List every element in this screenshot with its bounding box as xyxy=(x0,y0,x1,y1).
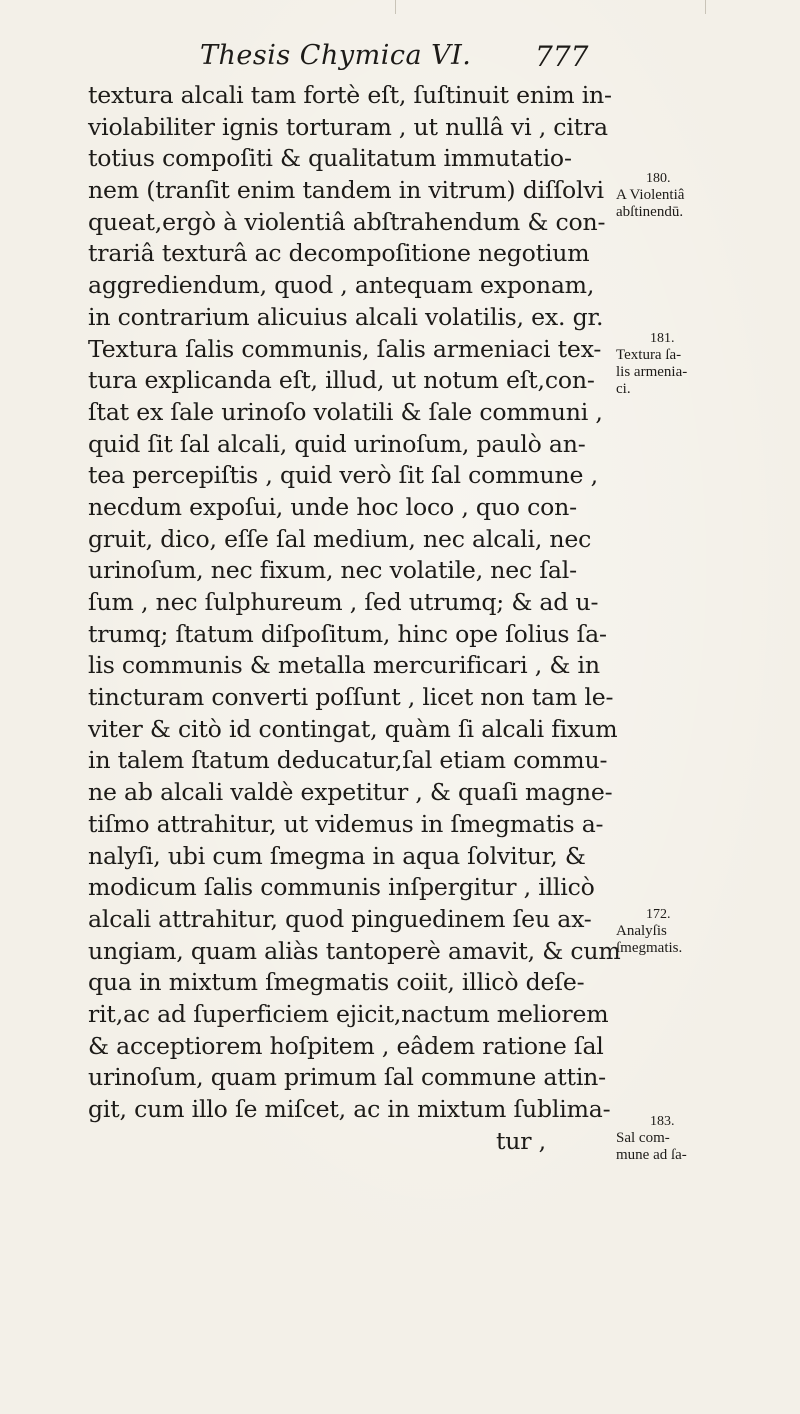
text-line: qua in mixtum ſmegmatis coiit, illicò deſe- xyxy=(88,968,585,997)
text-line: nem (tranſit enim tandem in vitrum) diſſolvi xyxy=(88,176,604,205)
marginal-text: ſmegmatis. xyxy=(616,940,683,956)
text-line: in talem ſtatum deducatur,ſal etiam commu- xyxy=(88,746,608,775)
text-line: textura alcali tam fortè eſt, ſuſtinuit enim in- xyxy=(88,81,612,109)
text-line: Textura ſalis communis, ſalis armeniaci tex- xyxy=(88,334,602,363)
text-line: tincturam converti poſſunt , licet non tam le- xyxy=(88,683,614,712)
marginal-note-180 xyxy=(616,170,684,221)
text-line: ſtat ex ſale urinoſo volatili & ſale communi , xyxy=(88,397,603,426)
text-line: queat,ergò à violentiâ abſtrahendum & con- xyxy=(88,207,606,236)
text-line: necdum expoſui, unde hoc loco , quo con- xyxy=(88,492,577,521)
text-line: alcali attrahitur, quod pinguedinem ſeu ax- xyxy=(88,904,592,933)
text-line: violabiliter ignis torturam , ut nullâ vi , citra xyxy=(88,112,608,141)
text-line: tea percepiſtis , quid verò ſit ſal commune , xyxy=(88,461,598,490)
marginal-note-181 xyxy=(616,330,687,398)
text-line: tura explicanda eſt, illud, ut notum eſt,con- xyxy=(88,366,595,395)
text-line: nalyſi, ubi cum ſmegma in aqua ſolvitur, & xyxy=(88,841,586,870)
body-text xyxy=(88,80,621,1157)
text-line: & acceptiorem hoſpitem , eâdem ratione ſal xyxy=(88,1031,604,1060)
text-line: gruit, dico, eſſe ſal medium, nec alcali, nec xyxy=(88,524,592,553)
text-line: aggrediendum, quod , antequam exponam, xyxy=(88,271,595,300)
text-line: modicum ſalis communis inſpergitur , illicò xyxy=(88,873,595,902)
marginal-note-172 xyxy=(616,906,682,957)
text-line: ne ab alcali valdè expetitur , & quaſi magne- xyxy=(88,778,613,807)
marginal-text: ci. xyxy=(616,381,631,397)
text-line: totius compoſiti & qualitatum immutatio- xyxy=(88,144,572,173)
marginal-text: Sal com- xyxy=(616,1130,670,1146)
text-line: rit,ac ad ſuperficiem ejicit,nactum meliorem xyxy=(88,999,609,1028)
marginal-text: Analyſis xyxy=(616,923,667,939)
marginal-number: 172. xyxy=(646,907,671,922)
running-head: Thesis Chymica VI. xyxy=(200,40,472,71)
text-line: urinoſum, quam primum ſal commune attin- xyxy=(88,1063,606,1092)
marginal-text: abſtinendū. xyxy=(616,204,684,220)
marginal-number: 180. xyxy=(646,171,671,186)
text-line: tiſmo attrahitur, ut videmus in ſmegmatis a- xyxy=(88,809,604,838)
text-line: trumq; ſtatum diſpoſitum, hinc ope ſolius ſa- xyxy=(88,619,607,648)
text-line: viter & citò id contingat, quàm ſi alcali fixum xyxy=(88,714,618,743)
marginal-text: lis armenia- xyxy=(616,364,688,380)
text-line: git, cum illo ſe miſcet, ac in mixtum ſublima- xyxy=(88,1095,611,1123)
text-line: ſum , nec ſulphureum , ſed utrumq; & ad u- xyxy=(88,588,599,616)
text-line: ungiam, quam aliàs tantoperè amavit, & cum xyxy=(88,936,621,965)
marginal-text: A Violentiâ xyxy=(616,187,685,203)
marginal-text: Textura ſa- xyxy=(616,347,682,363)
marginal-text: mune ad ſa- xyxy=(616,1147,687,1163)
paper-crease xyxy=(395,0,396,14)
text-line: tur , xyxy=(496,1126,546,1155)
text-line: in contrarium alicuius alcali volatilis, ex. gr. xyxy=(88,302,604,331)
text-line: lis communis & metalla mercurificari , & in xyxy=(88,651,600,680)
text-line: quid ſit ſal alcali, quid urinoſum, paulò an- xyxy=(88,429,586,458)
marginal-note-183 xyxy=(616,1113,687,1164)
marginal-number: 181. xyxy=(650,331,675,346)
paper-crease xyxy=(705,0,706,14)
page-number: 777 xyxy=(535,40,589,73)
marginal-number: 183. xyxy=(650,1114,675,1129)
text-line: urinoſum, nec fixum, nec volatile, nec ſal- xyxy=(88,556,577,585)
text-line: trariâ texturâ ac decompoſitione negotium xyxy=(88,239,590,268)
